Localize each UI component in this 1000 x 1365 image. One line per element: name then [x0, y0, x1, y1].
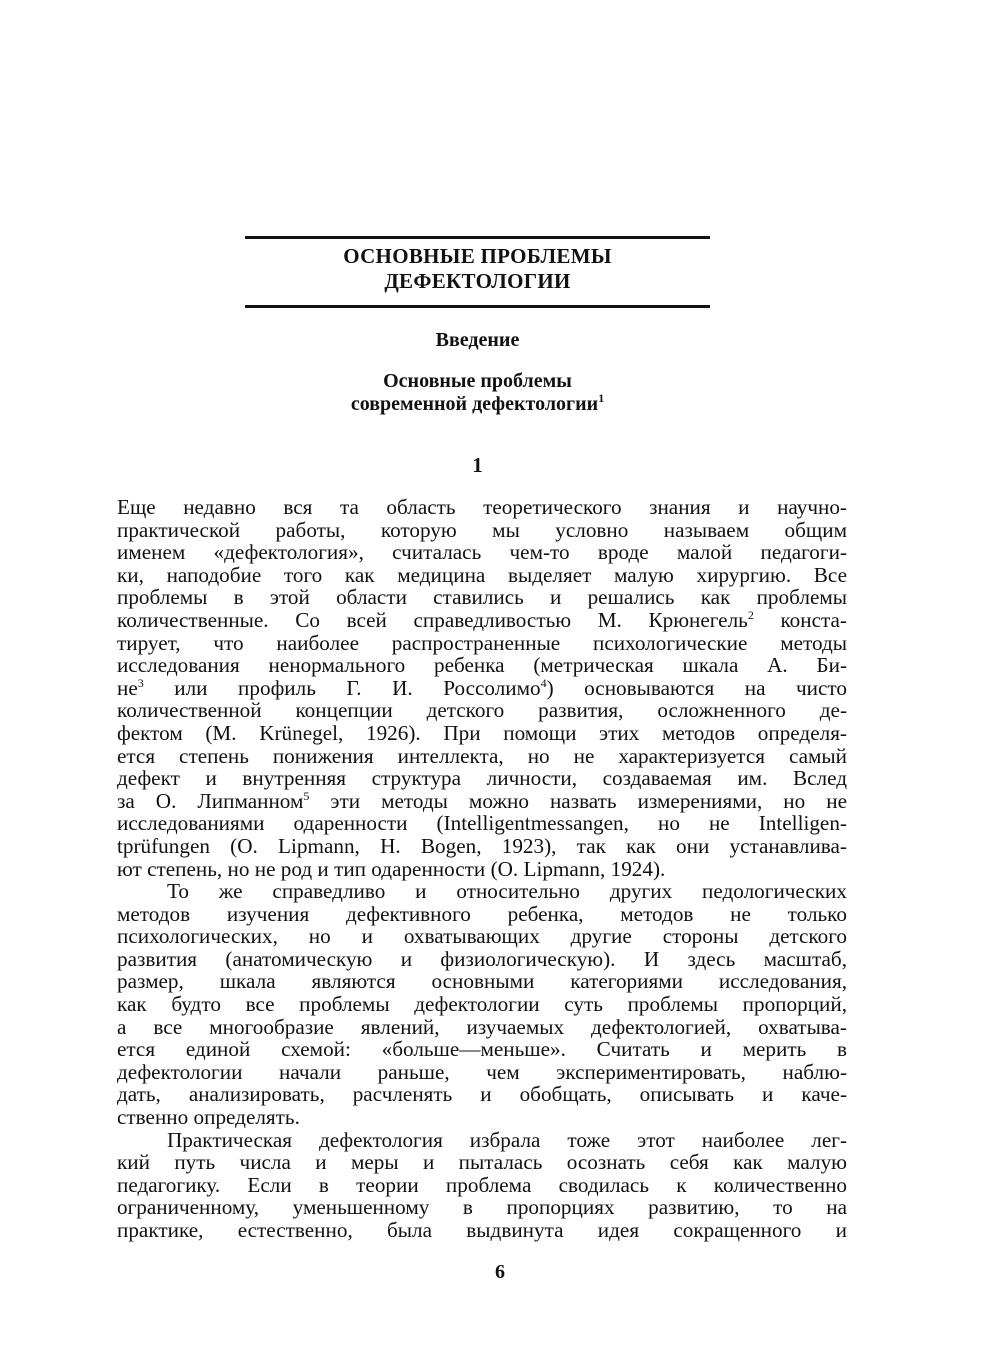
p2-line: размер, шкала являются основными категориями исследования,	[117, 969, 847, 994]
page-number: 6	[495, 1261, 505, 1283]
p2-line: дать, анализировать, расчленять и обобщать, описывать и каче-	[117, 1082, 847, 1107]
footnote-marker: 2	[747, 607, 754, 622]
p1-line: ки, наподобие того как медицина выделяет малую хирургию. Все	[117, 562, 847, 587]
p2-line: ственно определять.	[117, 1105, 300, 1130]
p1-line: количественной концепции детского развития, осложненного де-	[117, 698, 847, 723]
p1-line: именем «дефектология», считалась чем-то вроде малой педагоги-	[117, 540, 847, 565]
p1-text: ) основываются на чисто	[546, 675, 847, 700]
intro-heading: Введение	[435, 329, 520, 351]
p1-line: ется степень понижения интеллекта, но не характеризуется самый	[117, 743, 847, 768]
p2-line: развития (анатомическую и физиологическую). И здесь масштаб,	[117, 946, 847, 971]
p3-line: педагогику. Если в теории проблема сводилась к количественно	[117, 1172, 847, 1197]
p1-line: исследования ненормального ребенка (метрическая шкала А. Би-	[117, 653, 847, 678]
p1-text: за О. Липманном	[117, 788, 304, 813]
top-rule	[245, 236, 710, 239]
section-number: 1	[472, 453, 483, 477]
p2-line: а все многообразие явлений, изучаемых дефектологией, охватыва-	[117, 1014, 847, 1039]
p2-line: психологических, но и охватывающих другие стороны детского	[117, 924, 847, 949]
p1-line	[117, 790, 847, 813]
p1-text: не	[117, 675, 138, 700]
p1-line: проблемы в этой области ставились и решались как проблемы	[117, 585, 847, 610]
chapter-title	[245, 244, 710, 294]
footnote-marker: 5	[303, 788, 310, 803]
p1-line: фектом (M. Krünegel, 1926). При помощи этих методов определя-	[117, 720, 847, 745]
p1-line: ют степень, но не род и тип одаренности (O. Lipmann, 1924).	[117, 856, 666, 881]
p3-line: Практическая дефектология избрала тоже этот наиболее лег-	[167, 1127, 847, 1152]
p1-text: количественные. Со всей справедливостью М. Крюнегель	[117, 607, 748, 632]
subtitle-line-1: Основные проблемы	[383, 370, 572, 392]
p2-line: методов изучения дефективного ребенка, методов не только	[117, 901, 847, 926]
p1-line: Еще недавно вся та область теоретического знания и научно-	[117, 495, 847, 519]
footnote-marker: 3	[137, 675, 144, 690]
p2-line: как будто все проблемы дефектологии суть проблемы пропорций,	[117, 992, 847, 1017]
p1-line: практической работы, которую мы условно называем общим	[117, 517, 847, 542]
chapter-title-line-1: ОСНОВНЫЕ ПРОБЛЕМЫ	[343, 244, 612, 268]
p2-line: ется единой схемой: «больше—меньше». Считать и мерить в	[117, 1037, 847, 1062]
p1-line: tprüfungen (O. Lipmann, H. Bogen, 1923), так как они устанавлива-	[117, 833, 847, 858]
body-text	[117, 496, 847, 1242]
p2-line: дефектологии начали раньше, чем экспериментировать, наблю-	[117, 1059, 847, 1084]
p1-line	[117, 609, 847, 632]
p1-text: конста-	[753, 607, 847, 632]
subtitle-line-2-text: современной дефектологии	[350, 393, 599, 415]
section-subtitle	[245, 370, 710, 416]
p2-line: То же справедливо и относительно других педологических	[167, 879, 847, 904]
p1-line	[117, 677, 847, 700]
p1-line: дефект и внутренняя структура личности, создаваемая им. Вслед	[117, 766, 847, 791]
p1-text: эти методы можно назвать измерениями, но не	[309, 788, 847, 813]
p1-line: исследованиями одаренности (Intelligentmessangen, но не Intelligen-	[117, 811, 847, 836]
chapter-title-line-2: ДЕФЕКТОЛОГИИ	[384, 269, 571, 293]
footnote-marker: 1	[598, 391, 605, 405]
footnote-marker: 4	[540, 675, 547, 690]
subtitle-line-2	[245, 393, 710, 416]
p3-line: ограниченному, уменьшенному в пропорциях развитию, то на	[117, 1195, 847, 1220]
p1-line: тирует, что наиболее распространенные психологические методы	[117, 630, 847, 655]
p3-line: кий путь числа и меры и пыталась осознать себя как малую	[117, 1150, 847, 1175]
p1-text: или профиль Г. И. Россолимо	[143, 675, 541, 700]
p3-line: практике, естественно, была выдвинута идея сокращенного и	[117, 1218, 847, 1242]
bottom-rule	[245, 305, 710, 308]
